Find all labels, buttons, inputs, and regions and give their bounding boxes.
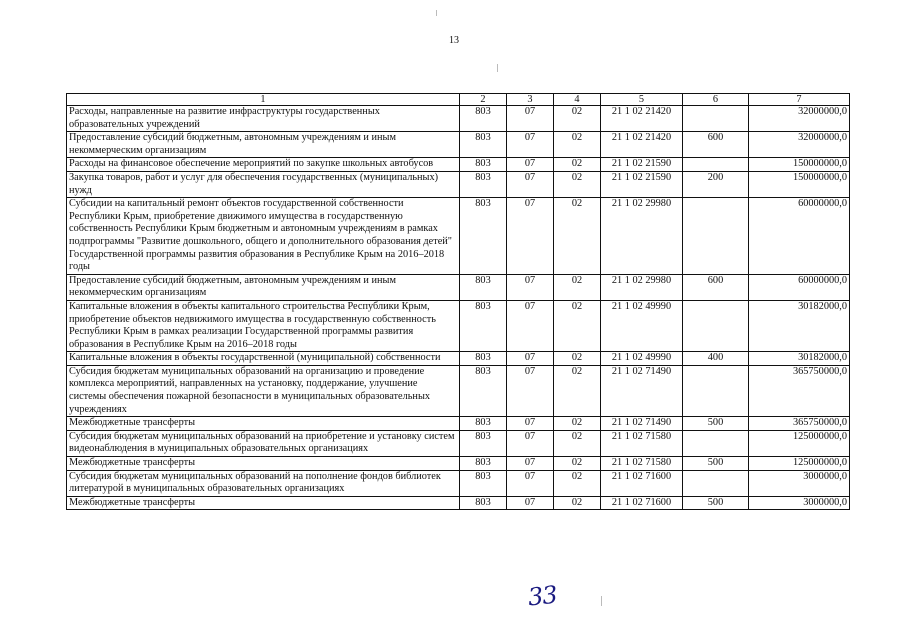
cell-ministry-code: 803 bbox=[460, 470, 507, 496]
cell-section: 07 bbox=[507, 274, 554, 300]
cell-ministry-code: 803 bbox=[460, 158, 507, 172]
cell-subsection: 02 bbox=[554, 158, 601, 172]
table-row bbox=[67, 158, 850, 172]
cell-ministry-code: 803 bbox=[460, 352, 507, 366]
row-description: Предоставление субсидий бюджетным, автономным учреждениям и иным некоммерческим организациям bbox=[67, 274, 460, 300]
row-description: Субсидия бюджетам муниципальных образований на пополнение фондов библиотек литературой в муниципальных образовательных организациях bbox=[67, 470, 460, 496]
handwritten-signature: 33 bbox=[526, 580, 558, 612]
cell-amount: 150000000,0 bbox=[749, 171, 850, 197]
column-header: 6 bbox=[683, 94, 749, 106]
row-description: Субсидия бюджетам муниципальных образований на приобретение и установку систем видеонаблюдения в муниципальных образовательных организациях bbox=[67, 430, 460, 456]
cell-ministry-code: 803 bbox=[460, 132, 507, 158]
cell-ministry-code: 803 bbox=[460, 365, 507, 416]
scan-speck bbox=[497, 64, 498, 72]
row-description: Межбюджетные трансферты bbox=[67, 496, 460, 510]
cell-subsection: 02 bbox=[554, 470, 601, 496]
cell-amount: 125000000,0 bbox=[749, 457, 850, 471]
column-header: 5 bbox=[601, 94, 683, 106]
cell-section: 07 bbox=[507, 457, 554, 471]
table-row bbox=[67, 171, 850, 197]
cell-section: 07 bbox=[507, 365, 554, 416]
cell-target-article: 21 1 02 49990 bbox=[601, 352, 683, 366]
table-row bbox=[67, 457, 850, 471]
cell-expense-type: 200 bbox=[683, 171, 749, 197]
table-header-row bbox=[67, 94, 850, 106]
cell-subsection: 02 bbox=[554, 496, 601, 510]
cell-target-article: 21 1 02 29980 bbox=[601, 198, 683, 275]
cell-section: 07 bbox=[507, 417, 554, 431]
cell-amount: 32000000,0 bbox=[749, 132, 850, 158]
budget-table bbox=[66, 93, 850, 510]
cell-ministry-code: 803 bbox=[460, 106, 507, 132]
cell-section: 07 bbox=[507, 198, 554, 275]
row-description: Расходы на финансовое обеспечение мероприятий по закупке школьных автобусов bbox=[67, 158, 460, 172]
page-number: 13 bbox=[449, 35, 459, 46]
cell-expense-type bbox=[683, 198, 749, 275]
cell-ministry-code: 803 bbox=[460, 198, 507, 275]
cell-target-article: 21 1 02 21420 bbox=[601, 132, 683, 158]
cell-subsection: 02 bbox=[554, 171, 601, 197]
cell-subsection: 02 bbox=[554, 198, 601, 275]
cell-amount: 150000000,0 bbox=[749, 158, 850, 172]
column-header: 3 bbox=[507, 94, 554, 106]
cell-expense-type bbox=[683, 158, 749, 172]
cell-subsection: 02 bbox=[554, 352, 601, 366]
cell-target-article: 21 1 02 71600 bbox=[601, 470, 683, 496]
cell-amount: 60000000,0 bbox=[749, 274, 850, 300]
row-description: Предоставление субсидий бюджетным, автономным учреждениям и иным некоммерческим организациям bbox=[67, 132, 460, 158]
column-header: 4 bbox=[554, 94, 601, 106]
cell-section: 07 bbox=[507, 470, 554, 496]
cell-expense-type bbox=[683, 300, 749, 351]
cell-subsection: 02 bbox=[554, 106, 601, 132]
cell-subsection: 02 bbox=[554, 365, 601, 416]
row-description: Субсидия бюджетам муниципальных образований на организацию и проведение комплекса мероприятий, направленных на установку, поддержание, улучшение системы обеспечения пожарной безопасности в муниципальных образовательных учреждениях bbox=[67, 365, 460, 416]
cell-amount: 365750000,0 bbox=[749, 417, 850, 431]
table-row bbox=[67, 274, 850, 300]
table-row bbox=[67, 470, 850, 496]
cell-subsection: 02 bbox=[554, 300, 601, 351]
cell-target-article: 21 1 02 21420 bbox=[601, 106, 683, 132]
cell-subsection: 02 bbox=[554, 417, 601, 431]
table-row bbox=[67, 198, 850, 275]
table-row bbox=[67, 430, 850, 456]
table-row bbox=[67, 496, 850, 510]
row-description: Капитальные вложения в объекты государственной (муниципальной) собственности bbox=[67, 352, 460, 366]
cell-target-article: 21 1 02 71490 bbox=[601, 417, 683, 431]
column-header: 7 bbox=[749, 94, 850, 106]
cell-section: 07 bbox=[507, 352, 554, 366]
row-description: Капитальные вложения в объекты капитального строительства Республики Крым, приобретение объектов недвижимого имущества в государственную собственность Республики Крым в рамках реализации Государственной программы развития образования в Республике Крым на 2016–2018 годы bbox=[67, 300, 460, 351]
cell-amount: 365750000,0 bbox=[749, 365, 850, 416]
cell-target-article: 21 1 02 21590 bbox=[601, 158, 683, 172]
cell-amount: 30182000,0 bbox=[749, 300, 850, 351]
cell-section: 07 bbox=[507, 430, 554, 456]
column-header: 1 bbox=[67, 94, 460, 106]
cell-target-article: 21 1 02 71580 bbox=[601, 457, 683, 471]
row-description: Закупка товаров, работ и услуг для обеспечения государственных (муниципальных) нужд bbox=[67, 171, 460, 197]
table-row bbox=[67, 352, 850, 366]
row-description: Межбюджетные трансферты bbox=[67, 417, 460, 431]
cell-amount: 125000000,0 bbox=[749, 430, 850, 456]
cell-target-article: 21 1 02 29980 bbox=[601, 274, 683, 300]
table-row bbox=[67, 365, 850, 416]
cell-section: 07 bbox=[507, 300, 554, 351]
cell-subsection: 02 bbox=[554, 274, 601, 300]
row-description: Расходы, направленные на развитие инфраструктуры государственных образовательных учреждений bbox=[67, 106, 460, 132]
cell-ministry-code: 803 bbox=[460, 274, 507, 300]
cell-section: 07 bbox=[507, 158, 554, 172]
cell-amount: 30182000,0 bbox=[749, 352, 850, 366]
cell-section: 07 bbox=[507, 496, 554, 510]
cell-ministry-code: 803 bbox=[460, 417, 507, 431]
table-row bbox=[67, 417, 850, 431]
cell-subsection: 02 bbox=[554, 457, 601, 471]
cell-subsection: 02 bbox=[554, 430, 601, 456]
scan-speck bbox=[436, 10, 437, 16]
cell-expense-type: 500 bbox=[683, 457, 749, 471]
cell-section: 07 bbox=[507, 171, 554, 197]
cell-section: 07 bbox=[507, 106, 554, 132]
table-row bbox=[67, 300, 850, 351]
cell-target-article: 21 1 02 71490 bbox=[601, 365, 683, 416]
cell-amount: 3000000,0 bbox=[749, 470, 850, 496]
cell-expense-type bbox=[683, 430, 749, 456]
column-header: 2 bbox=[460, 94, 507, 106]
cell-target-article: 21 1 02 71600 bbox=[601, 496, 683, 510]
row-description: Межбюджетные трансферты bbox=[67, 457, 460, 471]
cell-target-article: 21 1 02 21590 bbox=[601, 171, 683, 197]
cell-ministry-code: 803 bbox=[460, 496, 507, 510]
cell-expense-type: 600 bbox=[683, 274, 749, 300]
cell-subsection: 02 bbox=[554, 132, 601, 158]
cell-target-article: 21 1 02 49990 bbox=[601, 300, 683, 351]
cell-amount: 32000000,0 bbox=[749, 106, 850, 132]
table-row bbox=[67, 106, 850, 132]
table-row bbox=[67, 132, 850, 158]
cell-expense-type bbox=[683, 365, 749, 416]
cell-section: 07 bbox=[507, 132, 554, 158]
cell-expense-type: 500 bbox=[683, 496, 749, 510]
cell-amount: 3000000,0 bbox=[749, 496, 850, 510]
cell-ministry-code: 803 bbox=[460, 171, 507, 197]
row-description: Субсидии на капитальный ремонт объектов государственной собственности Республики Крым, приобретение движимого имущества в государственную собственность Республики Крым бюджетным и автономным учреждениям в рамках подпрограммы "Развитие дошкольного, общего и дополнительного образования детей" Государственной программы развития образования в Республике Крым на 2016–2018 годы bbox=[67, 198, 460, 275]
cell-expense-type: 500 bbox=[683, 417, 749, 431]
cell-amount: 60000000,0 bbox=[749, 198, 850, 275]
cell-expense-type: 600 bbox=[683, 132, 749, 158]
cell-expense-type bbox=[683, 106, 749, 132]
cell-expense-type: 400 bbox=[683, 352, 749, 366]
cell-target-article: 21 1 02 71580 bbox=[601, 430, 683, 456]
scan-speck bbox=[601, 596, 602, 606]
cell-ministry-code: 803 bbox=[460, 457, 507, 471]
cell-ministry-code: 803 bbox=[460, 300, 507, 351]
cell-ministry-code: 803 bbox=[460, 430, 507, 456]
cell-expense-type bbox=[683, 470, 749, 496]
